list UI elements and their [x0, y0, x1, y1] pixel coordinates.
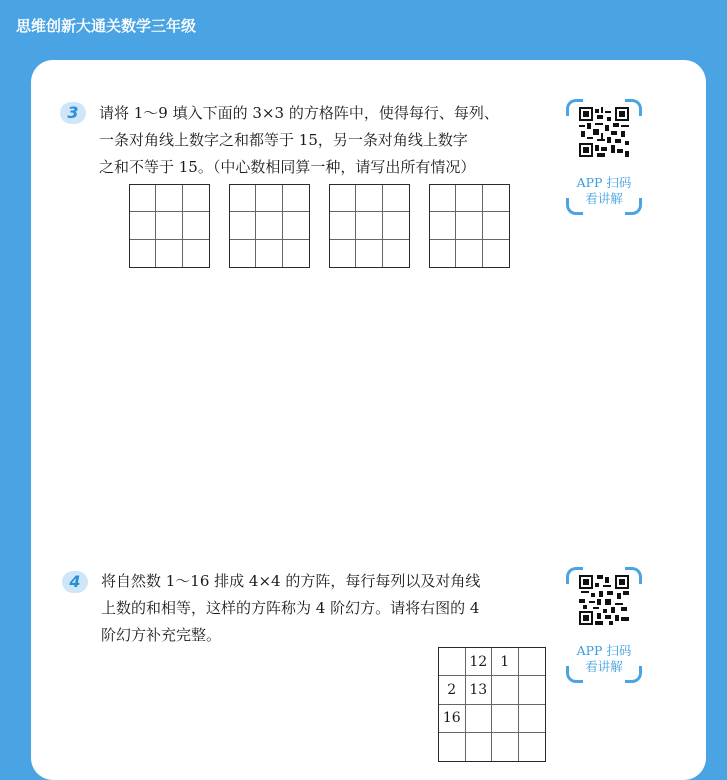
book-title: 思维创新大通关数学三年级: [16, 17, 197, 35]
qr-label-watch: 看讲解: [585, 191, 623, 206]
magic-cell[interactable]: [492, 705, 519, 733]
answer-grid-1[interactable]: [129, 184, 210, 268]
qr-code-panel-q3[interactable]: [566, 99, 642, 215]
qr-code-icon: [579, 107, 629, 157]
magic-cell[interactable]: 16: [439, 705, 466, 733]
magic-cell[interactable]: [439, 733, 466, 761]
magic-cell[interactable]: [519, 648, 546, 676]
magic-cell[interactable]: [519, 733, 546, 761]
question-4-line-2: 上数的和相等，这样的方阵称为 4 阶幻方。请将右图的 4: [101, 599, 480, 617]
magic-cell[interactable]: [492, 676, 519, 704]
question-4-text: [101, 568, 480, 649]
magic-square-4x4: [438, 647, 546, 762]
magic-cell[interactable]: 1: [492, 648, 519, 676]
answer-grid-3[interactable]: [329, 184, 410, 268]
magic-cell[interactable]: 2: [439, 676, 466, 704]
question-4-number: 4: [62, 571, 88, 593]
answer-grid-2[interactable]: [229, 184, 310, 268]
question-3-line-3: 之和不等于 15。（中心数相同算一种，请写出所有情况）: [99, 158, 476, 176]
question-4-line-3: 阶幻方补充完整。: [101, 626, 222, 644]
magic-cell[interactable]: [492, 733, 519, 761]
qr-label-app-scan: APP 扫码: [576, 643, 632, 658]
question-3-number: 3: [60, 102, 86, 124]
magic-cell[interactable]: [439, 648, 466, 676]
magic-cell[interactable]: 13: [466, 676, 493, 704]
answer-grid-4[interactable]: [429, 184, 510, 268]
question-3-text: [99, 100, 499, 181]
qr-label-app-scan: APP 扫码: [576, 175, 632, 190]
magic-cell[interactable]: [519, 705, 546, 733]
qr-code-icon: [579, 575, 629, 625]
qr-label-watch: 看讲解: [585, 659, 623, 674]
question-3-line-2: 一条对角线上数字之和都等于 15，另一条对角线上数字: [99, 131, 468, 149]
magic-cell[interactable]: [466, 705, 493, 733]
qr-code-panel-q4[interactable]: [566, 567, 642, 683]
question-3-line-1: 请将 1～9 填入下面的 3×3 的方格阵中，使得每行、每列、: [99, 104, 499, 122]
question-4-line-1: 将自然数 1～16 排成 4×4 的方阵，每行每列以及对角线: [101, 572, 481, 590]
magic-cell[interactable]: [519, 676, 546, 704]
magic-cell[interactable]: [466, 733, 493, 761]
magic-cell[interactable]: 12: [466, 648, 493, 676]
